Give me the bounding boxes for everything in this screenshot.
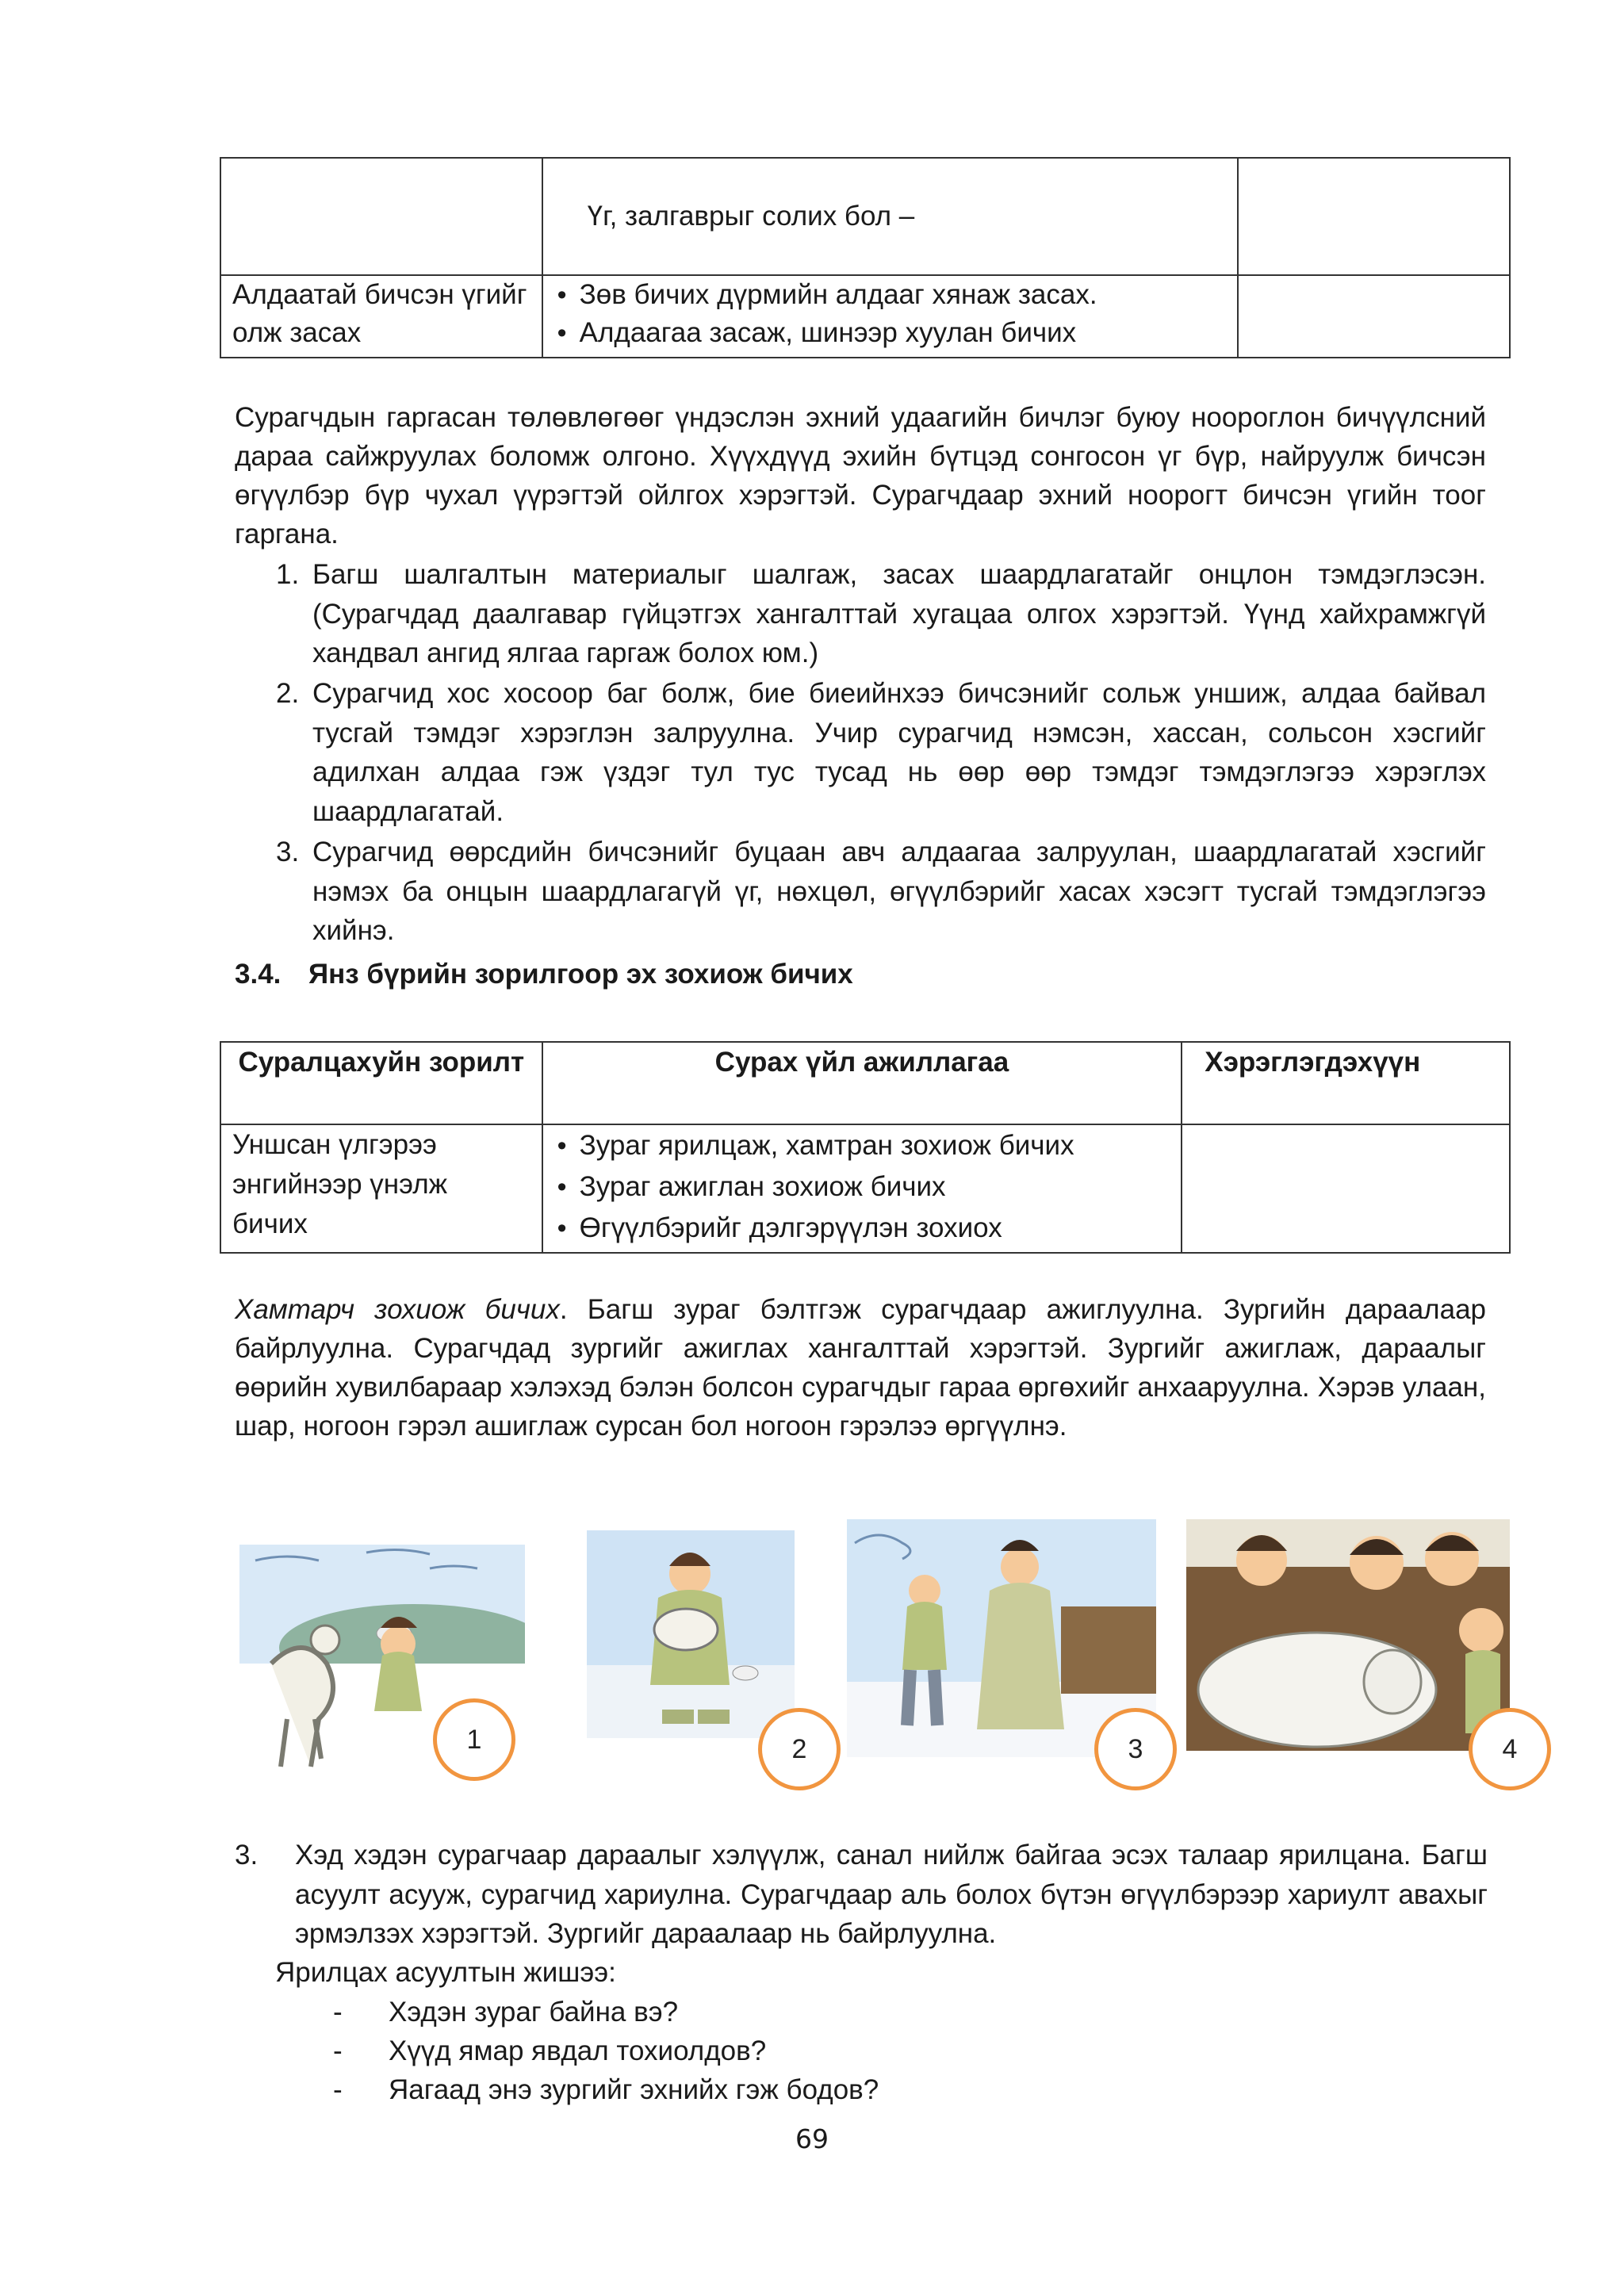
questions-intro: Ярилцах асуултын жишээ: (275, 1957, 616, 1988)
table-cell (542, 158, 1238, 275)
paragraph (235, 1290, 1486, 1446)
table-cell (220, 1124, 542, 1253)
numbered-item (276, 833, 1486, 951)
table-cell (1238, 275, 1510, 358)
table-header (220, 1042, 542, 1124)
paragraph: Сурагчдын гаргасан төлөвлөгөөг үндэслэн эхний удаагийн бичлэг буюу ноороглон бичүүлсний дараа сайжруулах боломж олгоно. Хүүхдүүд эхийн бүтцэд сонгосон үг бүр, найруулж бичсэн өгүүлбэр бүр чухал үүрэгтэй ойлгох хэрэгтэй. Сурагчдаар эхний ноорогт бичсэн үгийн тоог гаргана. (235, 402, 1486, 549)
table-cell (1238, 158, 1510, 275)
header-text: Хэрэглэгдэхүүн (1205, 1047, 1421, 1078)
picture-number-badge: 3 (1094, 1708, 1177, 1790)
list-item: • Зураг ажиглан зохиож бичих (554, 1166, 1170, 1208)
item-text: Хэд хэдэн сурагчаар дараалыг хэлүүлж, санал нийлж байгаа эсэх талаар ярилцана. Багш асуулт асууж, сурагчид хариулна. Сурагчдаар аль болох бүтэн өгүүлбэрээр хариулт авахыг эрмэлзэх хэрэгтэй. Зургийг дараалаар нь байрлуулна. (295, 1840, 1488, 1949)
item-text: Багш шалгалтын материалыг шалгаж, засах шаардлагатайг онцлон тэмдэглэсэн. (Сурагчдад даалгавар гүйцэтгэх хангалттай хугацаа олгох хэрэгтэй. Үүнд хайхрамжгүй хандвал ангид ялгаа гаргаж болох юм.) (312, 559, 1486, 668)
numbered-item (276, 674, 1486, 831)
boy-holding-lamb-illustration (587, 1530, 795, 1738)
dash-marker: - (333, 2074, 343, 2105)
list-item: • Өгүүлбэрийг дэлгэрүүлэн зохиох (554, 1208, 1170, 1249)
cell-text: Үг, залгаврыг солих бол – (587, 201, 915, 232)
picture-number-badge: 4 (1469, 1708, 1551, 1790)
section-heading (235, 959, 853, 990)
question-text: Хүүд ямар явдал тохиолдов? (389, 2035, 767, 2066)
table-header (542, 1042, 1182, 1124)
picture-number-badge: 2 (758, 1708, 841, 1790)
picture-number-badge: 1 (433, 1698, 515, 1781)
item-text: Сурагчид өөрсдийн бичсэнийг буцаан авч алдаагаа залруулан, шаардлагатай хэсгийг нэмэх ба онцын шаардлагагүй үг, нөхцөл, өгүүлбэрийг хасах хэсэгт тусгай тэмдэглэгээ хийнэ. (312, 837, 1486, 946)
header-text: Сурах үйл ажиллагаа (714, 1047, 1009, 1078)
cell-text: Алдаатай бичсэн үгийг олж засах (232, 279, 527, 348)
list-item: • Алдаагаа засаж, шинээр хуулан бичих (554, 314, 1226, 352)
table-cell (542, 275, 1238, 358)
cell-text: Уншсан үлгэрээ энгийнээр үнэлж бичих (232, 1129, 448, 1239)
question-text: Хэдэн зураг байна вэ? (389, 1997, 679, 2028)
section-title: Янз бүрийн зорилгоор эх зохиож бичих (308, 959, 853, 990)
table-cell (220, 275, 542, 358)
list-item: • Зөв бичих дүрмийн алдааг хянаж засах. (554, 276, 1226, 314)
question-item (333, 2070, 879, 2110)
question-text: Яагаад энэ зургийг эхнийх гэж бодов? (389, 2074, 879, 2105)
paragraph-text: . Багш зураг бэлтгэж сурагчдаар ажиглуулна. Зургийн дараалаар байрлуулна. Сурагчдад зургийг ажиглах хангалттай хэрэгтэй. Зургийг ажиглаж, дараалыг өөрийн хувилбараар хэлэхэд бэлэн болсон сурагчдыг гараа өргөхийг анхааруулна. Хэрэв улаан, шар, ногоон гэрэл ашиглаж сурсан бол ногоон гэрэлээ өргүүлнэ. (235, 1294, 1486, 1442)
item-number: 2. (276, 678, 300, 709)
numbered-item (235, 1836, 1488, 1954)
item-number: 1. (276, 559, 300, 590)
table-cell (220, 158, 542, 275)
table-objectives (220, 1041, 1511, 1254)
numbered-item (276, 555, 1486, 673)
list-item: • Зураг ярилцаж, хамтран зохиож бичих (554, 1125, 1170, 1166)
table-top (220, 157, 1511, 358)
italic-term: Хамтарч зохиож бичих (235, 1294, 560, 1325)
dash-marker: - (333, 1997, 343, 2028)
item-number: 3. (276, 837, 300, 867)
table-header (1182, 1042, 1510, 1124)
dash-marker: - (333, 2035, 343, 2066)
table-cell (1182, 1124, 1510, 1253)
question-item (333, 1993, 678, 2032)
section-number: 3.4. (235, 959, 282, 990)
question-item (333, 2031, 766, 2071)
children-watching-sheep-illustration (1186, 1519, 1510, 1751)
item-text: Сурагчид хос хосоор баг болж, бие биеийнхээ бичсэнийг сольж уншиж, алдаа байвал тусгай тэмдэг хэрэглэн залруулна. Учир сурагчид нэмсэн, хассан, сольсон хэсгийг адилхан алдаа гэж үздэг тул тус тусад нь өөр өөр тэмдэг тэмдэглэгээ хэрэглэх шаардлагатай. (312, 678, 1486, 827)
table-cell (542, 1124, 1182, 1253)
page-number: 69 (795, 2123, 829, 2154)
item-number: 3. (235, 1840, 259, 1871)
header-text: Суралцахуйн зорилт (238, 1047, 525, 1078)
